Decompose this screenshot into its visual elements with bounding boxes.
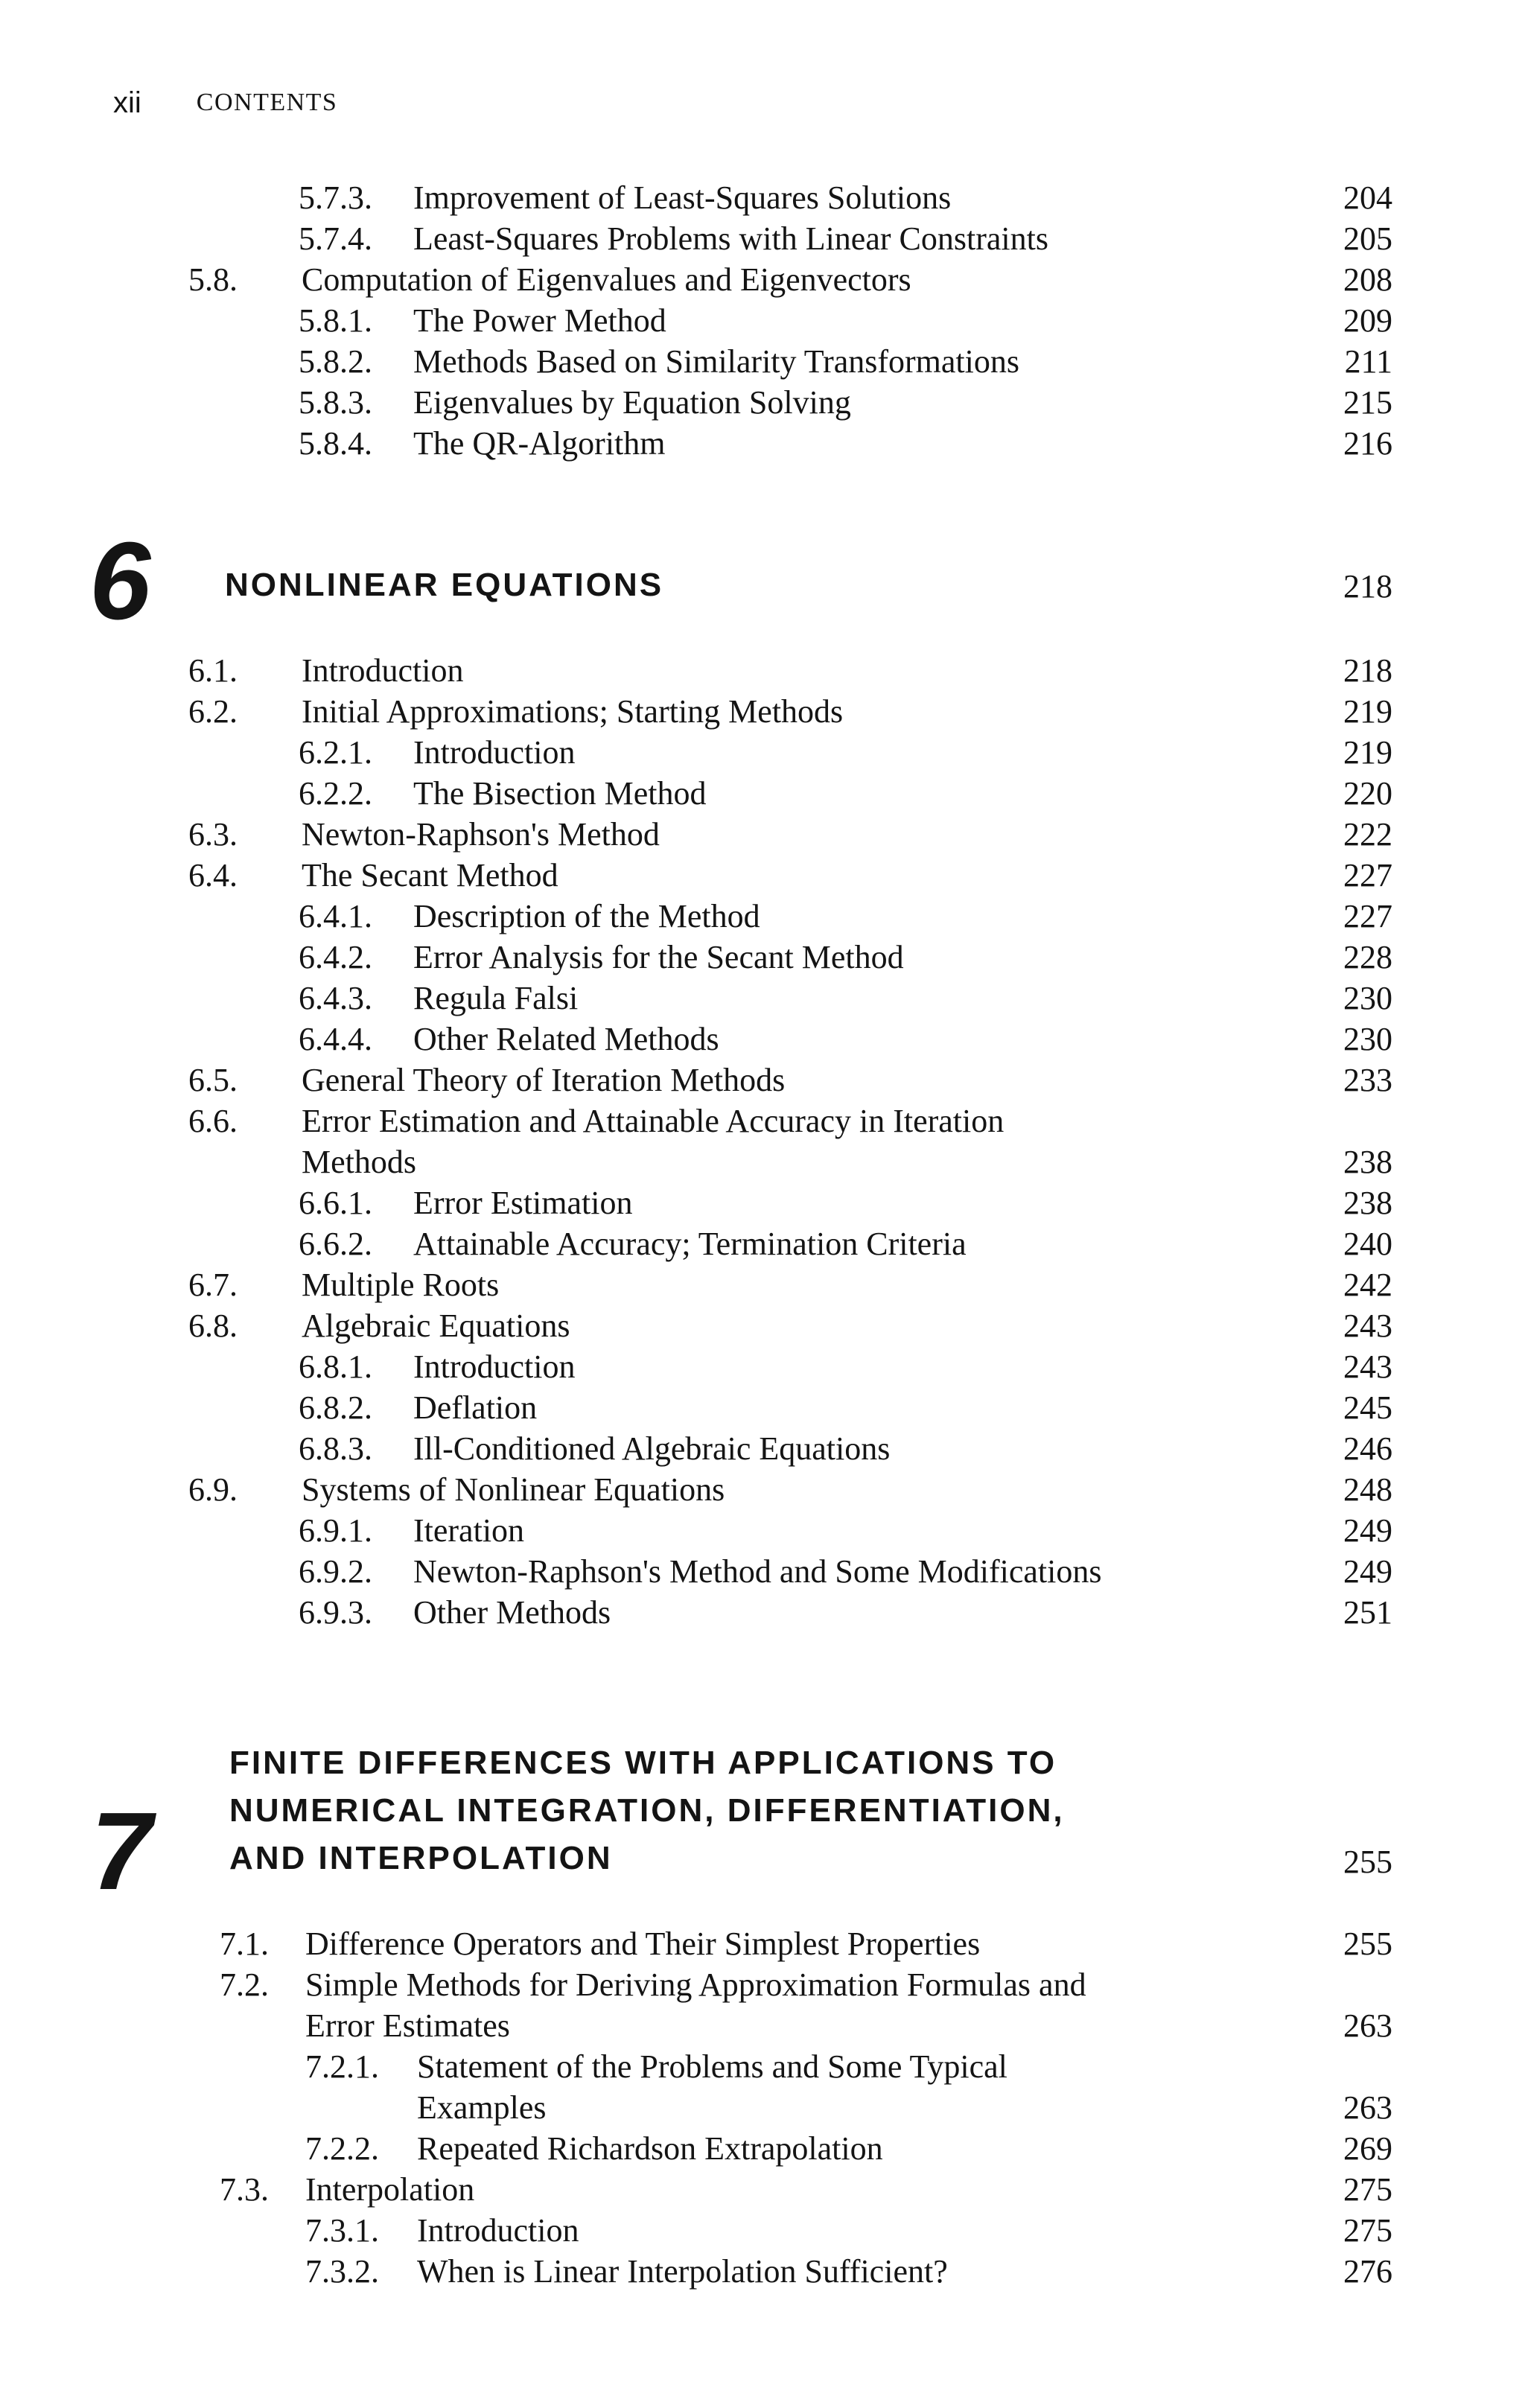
toc-entry[interactable] [0,650,1525,692]
toc-entry[interactable] [0,691,1525,733]
entry-number: 5.8.3. [299,384,372,421]
entry-number: 7.2. [220,1966,269,2003]
toc-entry[interactable] [0,218,1525,260]
entry-title: Simple Methods for Deriving Approximation Formulas and [305,1966,1086,2003]
toc-entry[interactable] [0,2128,1525,2170]
toc-entry[interactable] [0,896,1525,937]
toc-entry[interactable] [0,341,1525,383]
entry-title: Difference Operators and Their Simplest Properties [305,1926,981,1962]
toc-entry[interactable] [0,1101,1525,1142]
toc-entry-continuation[interactable] [0,2005,1525,2047]
entry-title: Repeated Richardson Extrapolation [417,2130,883,2167]
entry-title: Systems of Nonlinear Equations [302,1471,725,1508]
entry-title: The Power Method [413,302,666,339]
entry-number: 6.6.1. [299,1185,372,1221]
entry-title: Introduction [417,2212,579,2249]
entry-page: 209 [1343,302,1392,339]
entry-title: Initial Approximations; Starting Methods [302,693,844,730]
entry-title: Error Estimation and Attainable Accuracy in Iteration [302,1103,1005,1139]
entry-page: 251 [1343,1594,1392,1631]
entry-number: 6.4.4. [299,1021,372,1057]
entry-number: 6.9.3. [299,1594,372,1631]
entry-title: Improvement of Least-Squares Solutions [413,179,952,216]
entry-page: 211 [1344,343,1392,380]
toc-entry[interactable] [0,177,1525,219]
entry-number: 6.6. [188,1103,238,1139]
entry-title: The QR-Algorithm [413,425,666,462]
entry-page: 249 [1343,1553,1392,1590]
entry-number: 6.3. [188,816,238,853]
toc-entry[interactable] [0,2169,1525,2211]
entry-title: Methods [302,1144,416,1180]
entry-title: Ill-Conditioned Algebraic Equations [413,1430,891,1467]
entry-page: 216 [1343,425,1392,462]
toc-entry[interactable] [0,732,1525,774]
entry-title: Deflation [413,1389,538,1426]
entry-title: When is Linear Interpolation Sufficient? [417,2253,948,2290]
entry-number: 6.8.3. [299,1430,372,1467]
toc-entry[interactable] [0,1469,1525,1511]
toc-entry[interactable] [0,300,1525,342]
entry-title: Examples [417,2089,547,2126]
entry-title: Statement of the Problems and Some Typical [417,2048,1007,2085]
entry-page: 219 [1343,693,1392,730]
chapter-7-title-line-3[interactable]: AND INTERPOLATION [229,1840,613,1876]
entry-title: Newton-Raphson's Method [302,816,660,853]
toc-entry[interactable] [0,978,1525,1019]
entry-title: Newton-Raphson's Method and Some Modifications [413,1553,1102,1590]
entry-number: 5.7.3. [299,179,372,216]
entry-title: Other Related Methods [413,1021,719,1057]
entry-title: Error Analysis for the Secant Method [413,939,904,975]
entry-number: 5.7.4. [299,220,372,257]
entry-title: Error Estimates [305,2007,510,2044]
toc-entry[interactable] [0,1019,1525,1060]
chapter-7-number: 7 [91,1790,153,1913]
entry-number: 7.3.1. [305,2212,379,2249]
entry-page: 205 [1343,220,1392,257]
entry-title: Eigenvalues by Equation Solving [413,384,851,421]
toc-entry[interactable] [0,937,1525,978]
entry-number: 6.2.2. [299,775,372,812]
entry-title: Error Estimation [413,1185,633,1221]
entry-number: 6.8. [188,1307,238,1344]
entry-title: Introduction [302,652,464,689]
entry-page: 275 [1343,2212,1392,2249]
toc-entry[interactable] [0,1428,1525,1470]
entry-number: 6.8.1. [299,1348,372,1385]
toc-entry[interactable] [0,2046,1525,2088]
entry-number: 5.8.2. [299,343,372,380]
entry-number: 6.9.2. [299,1553,372,1590]
toc-entry[interactable] [0,814,1525,856]
entry-page: 243 [1343,1307,1392,1344]
entry-number: 6.6.2. [299,1226,372,1262]
entry-page: 246 [1343,1430,1392,1467]
entry-page: 220 [1343,775,1392,812]
entry-number: 7.3. [220,2171,269,2208]
entry-page: 215 [1343,384,1392,421]
entry-page: 243 [1343,1348,1392,1385]
entry-title: Iteration [413,1512,525,1549]
toc-entry[interactable] [0,1510,1525,1552]
entry-number: 5.8.4. [299,425,372,462]
entry-page: 208 [1343,261,1392,298]
entry-number: 6.1. [188,652,238,689]
toc-entry[interactable] [0,1223,1525,1265]
entry-title: Algebraic Equations [302,1307,570,1344]
entry-page: 248 [1343,1471,1392,1508]
entry-page: 238 [1343,1144,1392,1180]
entry-title: Least-Squares Problems with Linear Constraints [413,220,1048,257]
chapter-7-title-line-1[interactable]: FINITE DIFFERENCES WITH APPLICATIONS TO [229,1745,1057,1781]
toc-entry[interactable] [0,1346,1525,1388]
entry-page: 245 [1343,1389,1392,1426]
entry-title: The Secant Method [302,857,558,894]
entry-number: 6.7. [188,1267,238,1303]
entry-page: 242 [1343,1267,1392,1303]
entry-title: Multiple Roots [302,1267,500,1303]
entry-page: 228 [1343,939,1392,975]
entry-title: Attainable Accuracy; Termination Criteria [413,1226,967,1262]
toc-entry[interactable] [0,382,1525,424]
toc-entry[interactable] [0,855,1525,896]
toc-entry[interactable] [0,2210,1525,2252]
entry-number: 6.9. [188,1471,238,1508]
chapter-6-page: 218 [1343,568,1392,605]
toc-entry[interactable] [0,423,1525,465]
entry-number: 6.5. [188,1062,238,1098]
entry-number: 6.4.3. [299,980,372,1016]
toc-entry[interactable] [0,2251,1525,2293]
entry-page: 230 [1343,1021,1392,1057]
entry-number: 7.3.2. [305,2253,379,2290]
toc-entry-continuation[interactable] [0,2087,1525,2129]
entry-number: 5.8. [188,261,238,298]
entry-page: 233 [1343,1062,1392,1098]
toc-entry[interactable] [0,1182,1525,1224]
entry-number: 7.2.1. [305,2048,379,2085]
chapter-7-page: 255 [1343,1844,1392,1880]
entry-number: 6.2. [188,693,238,730]
entry-title: Description of the Method [413,898,760,934]
entry-title: Interpolation [305,2171,475,2208]
entry-number: 6.8.2. [299,1389,372,1426]
entry-title: Computation of Eigenvalues and Eigenvectors [302,261,911,298]
entry-number: 6.9.1. [299,1512,372,1549]
entry-page: 227 [1343,898,1392,934]
toc-entry[interactable] [0,259,1525,301]
toc-entry[interactable] [0,1305,1525,1347]
toc-entry[interactable] [0,1923,1525,1965]
running-title: CONTENTS [196,89,338,116]
entry-page: 263 [1343,2007,1392,2044]
entry-number: 6.4. [188,857,238,894]
entry-number: 6.2.1. [299,734,372,771]
entry-title: Regula Falsi [413,980,579,1016]
entry-page: 219 [1343,734,1392,771]
entry-title: Other Methods [413,1594,611,1631]
entry-page: 222 [1343,816,1392,853]
entry-number: 6.4.2. [299,939,372,975]
toc-entry[interactable] [0,1592,1525,1634]
entry-page: 276 [1343,2253,1392,2290]
entry-number: 5.8.1. [299,302,372,339]
toc-entry[interactable] [0,1264,1525,1306]
entry-page: 240 [1343,1226,1392,1262]
entry-title: Introduction [413,1348,576,1385]
entry-title: General Theory of Iteration Methods [302,1062,786,1098]
toc-entry-continuation[interactable] [0,1141,1525,1183]
chapter-6-number: 6 [89,520,151,643]
page-number: xii [113,86,141,119]
entry-page: 255 [1343,1926,1392,1962]
entry-page: 230 [1343,980,1392,1016]
entry-page: 218 [1343,652,1392,689]
entry-page: 275 [1343,2171,1392,2208]
entry-page: 227 [1343,857,1392,894]
toc-entry[interactable] [0,1060,1525,1101]
entry-title: Introduction [413,734,576,771]
entry-number: 6.4.1. [299,898,372,934]
entry-page: 204 [1343,179,1392,216]
chapter-6-title[interactable]: NONLINEAR EQUATIONS [225,567,664,603]
chapter-7-title-line-2[interactable]: NUMERICAL INTEGRATION, DIFFERENTIATION, [229,1792,1065,1829]
entry-page: 249 [1343,1512,1392,1549]
entry-title: The Bisection Method [413,775,707,812]
entry-page: 238 [1343,1185,1392,1221]
toc-entry[interactable] [0,1551,1525,1593]
entry-title: Methods Based on Similarity Transformations [413,343,1019,380]
entry-number: 7.2.2. [305,2130,379,2167]
toc-entry[interactable] [0,1387,1525,1429]
entry-number: 7.1. [220,1926,269,1962]
entry-page: 269 [1343,2130,1392,2167]
running-head [113,83,337,122]
entry-page: 263 [1343,2089,1392,2126]
toc-entry[interactable] [0,1964,1525,2006]
toc-entry[interactable] [0,773,1525,815]
